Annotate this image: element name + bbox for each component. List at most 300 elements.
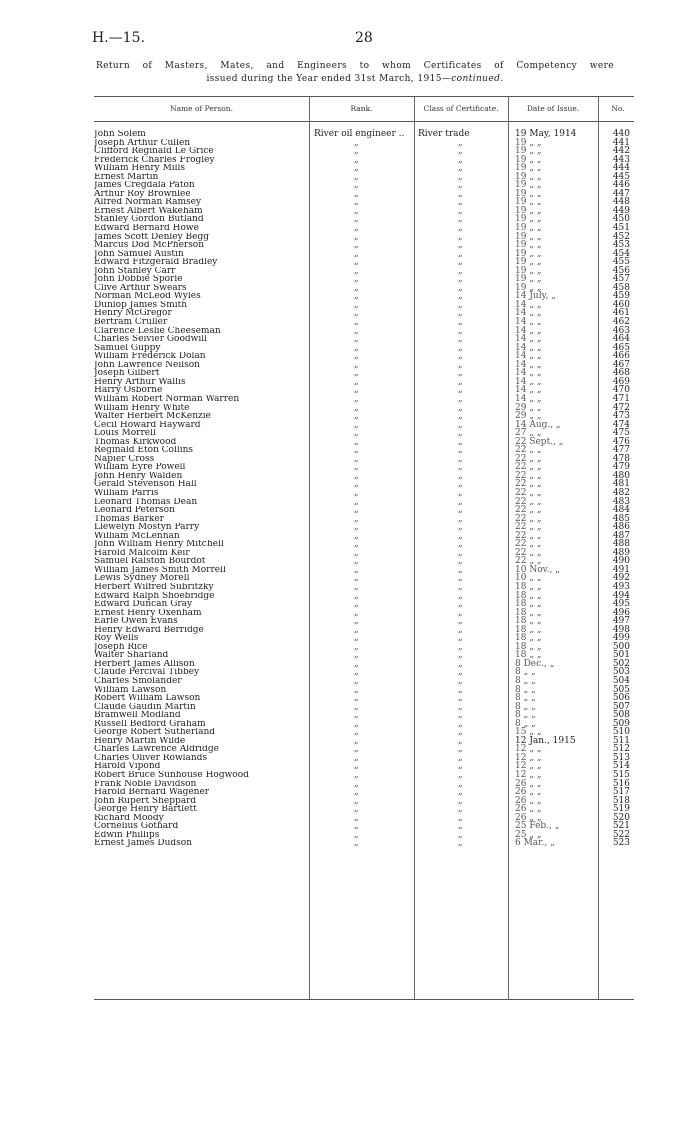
rank-cell: „ — [354, 470, 359, 481]
certificate-number-cell: 515 — [612, 770, 630, 781]
certificate-number-cell: 454 — [612, 248, 630, 259]
rank-cell: „ — [354, 607, 359, 618]
rank-cell: „ — [354, 658, 359, 669]
certificate-class-cell: „ — [458, 761, 463, 772]
certificate-class-cell: „ — [458, 188, 463, 199]
issue-date-cell: 22 „ „ — [515, 556, 542, 567]
issue-date-cell: 22 „ „ — [515, 462, 542, 473]
rank-cell: „ — [354, 616, 359, 627]
issue-date-cell: 29 „ „ — [515, 411, 542, 422]
table-row — [94, 489, 634, 498]
person-name: Cornelius Gothard — [94, 822, 179, 831]
table-row — [94, 215, 634, 224]
certificate-class-cell: „ — [458, 325, 463, 336]
person-name: Gerald Stevenson Hall — [94, 480, 197, 489]
certificate-class-cell: „ — [458, 436, 463, 447]
certificate-number-cell: 443 — [612, 154, 630, 165]
issue-date-cell: 22 „ „ — [515, 496, 542, 507]
table-row — [94, 386, 634, 395]
issue-date-cell: 26 „ „ — [515, 787, 542, 798]
rank-cell: „ — [354, 317, 359, 328]
rank-cell: „ — [354, 804, 359, 815]
rank-cell: „ — [354, 462, 359, 473]
certificate-class-cell: „ — [458, 590, 463, 601]
issue-date-cell: 14 „ „ — [515, 385, 542, 396]
certificate-class-cell: „ — [458, 658, 463, 669]
table-row — [94, 258, 634, 267]
person-name: Ernest Albert Wakeham — [94, 206, 203, 216]
certificate-class-cell: „ — [458, 522, 463, 533]
header-bottom-rule — [94, 121, 634, 122]
table-row — [94, 318, 634, 327]
rank-cell: „ — [354, 385, 359, 396]
table-row — [94, 224, 634, 233]
issue-date-cell: 8 „ „ — [515, 684, 536, 695]
rank-cell: „ — [354, 744, 359, 755]
certificate-number-cell: 513 — [612, 752, 630, 763]
issue-date-cell: 22 „ „ — [515, 487, 542, 498]
person-name: Clarence Leslie Cheeseman — [94, 326, 221, 336]
person-name: Clifford Reginald Le Grice — [94, 147, 214, 156]
person-name: John Lawrence Neilson — [94, 360, 200, 370]
issue-date-cell: 14 „ „ — [515, 359, 542, 370]
certificate-class-cell: River trade — [418, 129, 470, 139]
person-name: Samuel Guppy — [94, 343, 161, 353]
certificate-class-cell: „ — [458, 744, 463, 755]
rank-cell: „ — [354, 479, 359, 490]
rank-cell: „ — [354, 223, 359, 234]
certificate-class-cell: „ — [458, 821, 463, 832]
certificate-table-body — [94, 130, 634, 848]
table-row — [94, 574, 634, 583]
certificate-class-cell: „ — [458, 342, 463, 353]
certificate-number-cell: 505 — [612, 684, 630, 695]
certificate-number-cell: 503 — [612, 667, 630, 678]
person-name: Thomas Kirkwood — [94, 437, 177, 447]
person-name: Frank Noble Davidson — [94, 779, 197, 789]
issue-date-cell: 22 Sept., „ — [515, 436, 564, 447]
rank-cell: „ — [354, 633, 359, 644]
rank-cell: „ — [354, 487, 359, 498]
certificate-number-cell: 447 — [612, 188, 630, 199]
certificate-class-cell: „ — [458, 812, 463, 823]
certificate-number-cell: 488 — [612, 539, 630, 550]
table-row — [94, 600, 634, 609]
certificate-number-cell: 484 — [612, 505, 630, 516]
certificate-class-cell: „ — [458, 428, 463, 439]
person-name: Richard Moody — [94, 813, 164, 823]
person-name: Clive Arthur Swears — [94, 283, 187, 293]
certificate-number-cell: 508 — [612, 710, 630, 721]
issue-date-cell: 19 „ „ — [515, 214, 542, 225]
issue-date-cell: 6 Mar., „ — [515, 838, 555, 849]
certificate-class-cell: „ — [458, 393, 463, 404]
person-name: Frederick Charles Frogley — [94, 155, 215, 165]
page-number: 28 — [355, 30, 373, 46]
rank-cell: „ — [354, 351, 359, 362]
person-name: John Henry Walden — [94, 471, 183, 481]
certificate-class-cell: „ — [458, 599, 463, 610]
rank-cell: „ — [354, 641, 359, 652]
rank-cell: „ — [354, 163, 359, 174]
issue-date-cell: 8 Dec., „ — [515, 658, 555, 669]
person-name: Charles Lawrence Aldridge — [94, 745, 219, 754]
issue-date-cell: 19 May, 1914 — [515, 129, 577, 139]
certificate-class-cell: „ — [458, 351, 463, 362]
person-name: Samuel Ralston Bourdot — [94, 557, 206, 566]
certificate-class-cell: „ — [458, 573, 463, 584]
person-name: Robert William Lawson — [94, 694, 201, 703]
table-row — [94, 181, 634, 190]
issue-date-cell: 8 „ „ — [515, 676, 536, 686]
rank-cell: „ — [354, 325, 359, 336]
rank-cell: „ — [354, 590, 359, 601]
issue-date-cell: 8 „ „ — [515, 718, 536, 729]
certificate-class-cell: „ — [458, 581, 463, 592]
person-name: Ernest Henry Oxenham — [94, 608, 202, 618]
issue-date-cell: 25 Feb., „ — [515, 821, 560, 832]
title-line-1: Return of Masters, Mates, and Engineers to whom Certificates of Competency were — [96, 61, 614, 71]
issue-date-cell: 18 „ „ — [515, 633, 542, 644]
person-name: Louis Morrell — [94, 429, 156, 438]
certificate-class-cell: „ — [458, 265, 463, 276]
rank-cell: „ — [354, 359, 359, 370]
table-row — [94, 668, 634, 677]
certificate-number-cell: 460 — [612, 299, 630, 310]
issue-date-cell: 27 „ „ — [515, 428, 542, 439]
person-name: Thomas Barker — [94, 514, 164, 524]
table-row — [94, 233, 634, 242]
table-row — [94, 198, 634, 207]
table-row — [94, 745, 634, 754]
rank-cell: „ — [354, 513, 359, 524]
rank-cell: „ — [354, 667, 359, 678]
certificate-class-cell: „ — [458, 770, 463, 781]
certificate-number-cell: 512 — [612, 744, 630, 755]
certificate-class-cell: „ — [458, 299, 463, 310]
certificate-number-cell: 471 — [612, 393, 630, 404]
person-name: John William Henry Mitchell — [94, 540, 224, 549]
certificate-class-cell: „ — [458, 291, 463, 302]
person-name: Joseph Rice — [94, 642, 148, 652]
certificate-number-cell: 491 — [612, 564, 630, 575]
certificate-class-cell: „ — [458, 718, 463, 729]
issue-date-cell: 14 „ „ — [515, 299, 542, 310]
issue-date-cell: 8 „ „ — [515, 710, 536, 721]
person-name: Henry Arthur Wallis — [94, 377, 186, 387]
issue-date-cell: 19 „ „ — [515, 180, 542, 191]
rank-cell: „ — [354, 240, 359, 251]
table-row — [94, 498, 634, 507]
rank-cell: „ — [354, 146, 359, 157]
certificate-number-cell: 481 — [612, 479, 630, 490]
certificate-number-cell: 475 — [612, 428, 630, 439]
person-name: Ernest Martin — [94, 172, 159, 182]
issue-date-cell: 14 „ „ — [515, 325, 542, 336]
certificate-number-cell: 479 — [612, 462, 630, 473]
certificate-class-cell: „ — [458, 248, 463, 259]
certificate-number-cell: 510 — [612, 727, 630, 738]
certificate-class-cell: „ — [458, 710, 463, 721]
rank-cell: „ — [354, 445, 359, 456]
issue-date-cell: 18 „ „ — [515, 624, 542, 635]
certificate-number-cell: 468 — [612, 368, 630, 379]
person-name: William Eyre Powell — [94, 463, 186, 472]
certificate-class-cell: „ — [458, 359, 463, 370]
certificate-class-cell: „ — [458, 223, 463, 234]
table-row — [94, 327, 634, 336]
certificate-class-cell: „ — [458, 556, 463, 567]
table-row — [94, 130, 634, 139]
table-bottom-rule — [94, 999, 634, 1000]
issue-date-cell: 12 „ „ — [515, 744, 542, 755]
table-row — [94, 583, 634, 592]
person-name: Lewis Sydney Morell — [94, 574, 190, 583]
table-row — [94, 438, 634, 447]
certificate-class-cell: „ — [458, 735, 463, 746]
issue-date-cell: 19 „ „ — [515, 163, 542, 174]
table-row — [94, 677, 634, 686]
rank-cell: „ — [354, 547, 359, 558]
table-row — [94, 404, 634, 413]
certificate-number-cell: 474 — [612, 419, 630, 430]
issue-date-cell: 19 „ „ — [515, 240, 542, 251]
rank-cell: „ — [354, 573, 359, 584]
person-name: Stanley Gordon Butland — [94, 215, 204, 225]
issue-date-cell: 14 „ „ — [515, 342, 542, 353]
issue-date-cell: 12 „ „ — [515, 752, 542, 763]
certificate-class-cell: „ — [458, 231, 463, 242]
issue-date-cell: 14 July, „ — [515, 291, 556, 302]
issue-date-cell: 14 „ „ — [515, 351, 542, 362]
certificate-number-cell: 456 — [612, 265, 630, 276]
person-name: Edward Bernard Howe — [94, 224, 199, 233]
certificate-number-cell: 504 — [612, 676, 630, 686]
person-name: Leonard Peterson — [94, 506, 175, 515]
table-row — [94, 250, 634, 259]
rank-cell: „ — [354, 710, 359, 721]
rank-cell: „ — [354, 205, 359, 216]
certificate-number-cell: 486 — [612, 522, 630, 533]
issue-date-cell: 19 „ „ — [515, 223, 542, 234]
certificate-number-cell: 461 — [612, 308, 630, 319]
person-name: Robert Bruce Sunhouse Hogwood — [94, 771, 249, 780]
issue-date-cell: 14 „ „ — [515, 317, 542, 328]
table-row — [94, 241, 634, 250]
certificate-number-cell: 473 — [612, 411, 630, 422]
issue-date-cell: 12 „ „ — [515, 770, 542, 781]
certificate-class-cell: „ — [458, 795, 463, 806]
certificate-class-cell: „ — [458, 487, 463, 498]
certificate-class-cell: „ — [458, 539, 463, 550]
rank-cell: „ — [354, 265, 359, 276]
certificate-number-cell: 522 — [612, 829, 630, 840]
certificate-number-cell: 465 — [612, 342, 630, 353]
person-name: Bertram Cruller — [94, 318, 168, 327]
person-name: Dunlop James Smith — [94, 300, 188, 310]
person-name: Edward Fitzgerald Bradley — [94, 258, 218, 267]
certificate-number-cell: 452 — [612, 231, 630, 242]
certificate-class-cell: „ — [458, 282, 463, 293]
certificate-class-cell: „ — [458, 641, 463, 652]
title-line-2-main: issued during the Year ended 31st March, 1915— — [206, 74, 452, 84]
certificate-number-cell: 509 — [612, 718, 630, 729]
person-name: Walter Herbert McKenzie — [94, 412, 211, 421]
certificate-class-cell: „ — [458, 513, 463, 524]
table-row — [94, 352, 634, 361]
certificate-number-cell: 487 — [612, 530, 630, 541]
rank-cell: „ — [354, 770, 359, 781]
table-row — [94, 369, 634, 378]
title-line-2 — [96, 73, 614, 86]
table-row — [94, 446, 634, 455]
certificate-class-cell: „ — [458, 564, 463, 575]
column-header-class: Class of Certificate. — [423, 104, 499, 113]
rank-cell: „ — [354, 393, 359, 404]
table-row — [94, 156, 634, 165]
certificate-number-cell: 494 — [612, 590, 630, 601]
certificate-number-cell: 450 — [612, 214, 630, 225]
table-row — [94, 164, 634, 173]
issue-date-cell: 8 „ „ — [515, 701, 536, 712]
table-row — [94, 720, 634, 729]
table-row — [94, 822, 634, 831]
issue-date-cell: 22 „ „ — [515, 547, 542, 558]
rank-cell: „ — [354, 411, 359, 422]
issue-date-cell: 26 „ „ — [515, 778, 542, 789]
column-header-date: Date of Issue. — [526, 104, 580, 113]
rank-cell: „ — [354, 214, 359, 225]
title-continued: continued. — [451, 74, 504, 84]
person-name: Harold Bernard Wagener — [94, 788, 210, 797]
rank-cell: „ — [354, 257, 359, 268]
table-row — [94, 515, 634, 524]
person-name: Claude Gaudin Martin — [94, 702, 196, 712]
table-row — [94, 643, 634, 652]
certificate-number-cell: 495 — [612, 599, 630, 610]
certificate-class-cell: „ — [458, 376, 463, 387]
person-name: Alfred Norman Ramsey — [94, 198, 202, 207]
certificate-class-cell: „ — [458, 684, 463, 695]
rank-cell: „ — [354, 171, 359, 182]
certificate-number-cell: 514 — [612, 761, 630, 772]
rank-cell: „ — [354, 334, 359, 345]
certificate-number-cell: 451 — [612, 223, 630, 234]
rank-cell: „ — [354, 821, 359, 832]
table-row — [94, 378, 634, 387]
person-name: Napier Cross — [94, 454, 155, 464]
rank-cell: „ — [354, 137, 359, 148]
table-row — [94, 540, 634, 549]
person-name: James Scott Denley Begg — [94, 232, 209, 242]
table-row — [94, 634, 634, 643]
person-name: William Parris — [94, 488, 159, 498]
certificate-number-cell: 459 — [612, 291, 630, 302]
certificate-number-cell: 455 — [612, 257, 630, 268]
person-name: Leonard Thomas Dean — [94, 497, 198, 507]
certificate-number-cell: 440 — [612, 129, 630, 139]
certificate-class-cell: „ — [458, 317, 463, 328]
rank-cell: „ — [354, 838, 359, 849]
person-name: William James Smith Morrell — [94, 565, 226, 575]
table-row — [94, 762, 634, 771]
certificate-class-cell: „ — [458, 163, 463, 174]
rank-cell: „ — [354, 376, 359, 387]
certificate-number-cell: 478 — [612, 453, 630, 464]
certificate-number-cell: 462 — [612, 317, 630, 328]
person-name: Harold Malcolm Keir — [94, 548, 190, 558]
table-row — [94, 771, 634, 780]
person-name: John Solem — [94, 130, 146, 139]
person-name: William Henry Mills — [94, 164, 186, 173]
certificate-class-cell: „ — [458, 154, 463, 165]
table-row — [94, 788, 634, 797]
table-row — [94, 147, 634, 156]
issue-date-cell: 19 „ „ — [515, 282, 542, 293]
certificate-class-cell: „ — [458, 146, 463, 157]
rank-cell: „ — [354, 402, 359, 413]
table-row — [94, 660, 634, 669]
issue-date-cell: 15 „ „ — [515, 727, 542, 738]
table-row — [94, 395, 634, 404]
person-name: John Dobbie Sporle — [94, 275, 183, 284]
person-name: George Henry Bartlett — [94, 805, 197, 814]
rank-cell: „ — [354, 522, 359, 533]
person-name: Charles Oliver Rowlands — [94, 753, 208, 763]
certificate-class-cell: „ — [458, 171, 463, 182]
person-name: Llewelyn Mostyn Parry — [94, 523, 200, 532]
certificate-class-cell: „ — [458, 479, 463, 490]
rank-cell: „ — [354, 274, 359, 285]
issue-date-cell: 18 „ „ — [515, 599, 542, 610]
issue-date-cell: 22 „ „ — [515, 470, 542, 481]
certificate-number-cell: 482 — [612, 487, 630, 498]
certificate-class-cell: „ — [458, 334, 463, 345]
table-row — [94, 455, 634, 464]
issue-date-cell: 19 „ „ — [515, 248, 542, 259]
person-name: Ernest James Dudson — [94, 839, 193, 848]
rank-cell: „ — [354, 556, 359, 567]
person-name: Edward Ralph Shoebridge — [94, 591, 215, 601]
person-name: Herbert James Allison — [94, 659, 195, 669]
certificate-class-cell: „ — [458, 240, 463, 251]
certificate-number-cell: 470 — [612, 385, 630, 396]
issue-date-cell: 8 „ „ — [515, 693, 536, 704]
issue-date-cell: 19 „ „ — [515, 146, 542, 157]
document-reference: H.—15. — [92, 30, 145, 46]
column-header-rank: Rank. — [350, 104, 373, 113]
rank-cell: „ — [354, 197, 359, 208]
certificate-number-cell: 511 — [612, 735, 630, 746]
certificate-class-cell: „ — [458, 205, 463, 216]
rank-cell: „ — [354, 282, 359, 293]
table-row — [94, 839, 634, 848]
person-name: John Samuel Austin — [94, 249, 184, 259]
certificate-number-cell: 445 — [612, 171, 630, 182]
table-row — [94, 549, 634, 558]
certificate-number-cell: 502 — [612, 658, 630, 669]
issue-date-cell: 19 „ „ — [515, 205, 542, 216]
rank-cell: „ — [354, 812, 359, 823]
certificate-class-cell: „ — [458, 505, 463, 516]
certificate-class-cell: „ — [458, 368, 463, 379]
issue-date-cell: 19 „ „ — [515, 154, 542, 165]
person-name: Reginald Eton Collins — [94, 446, 194, 455]
table-row — [94, 173, 634, 182]
certificate-class-cell: „ — [458, 419, 463, 430]
table-row — [94, 344, 634, 353]
issue-date-cell: 22 „ „ — [515, 539, 542, 550]
